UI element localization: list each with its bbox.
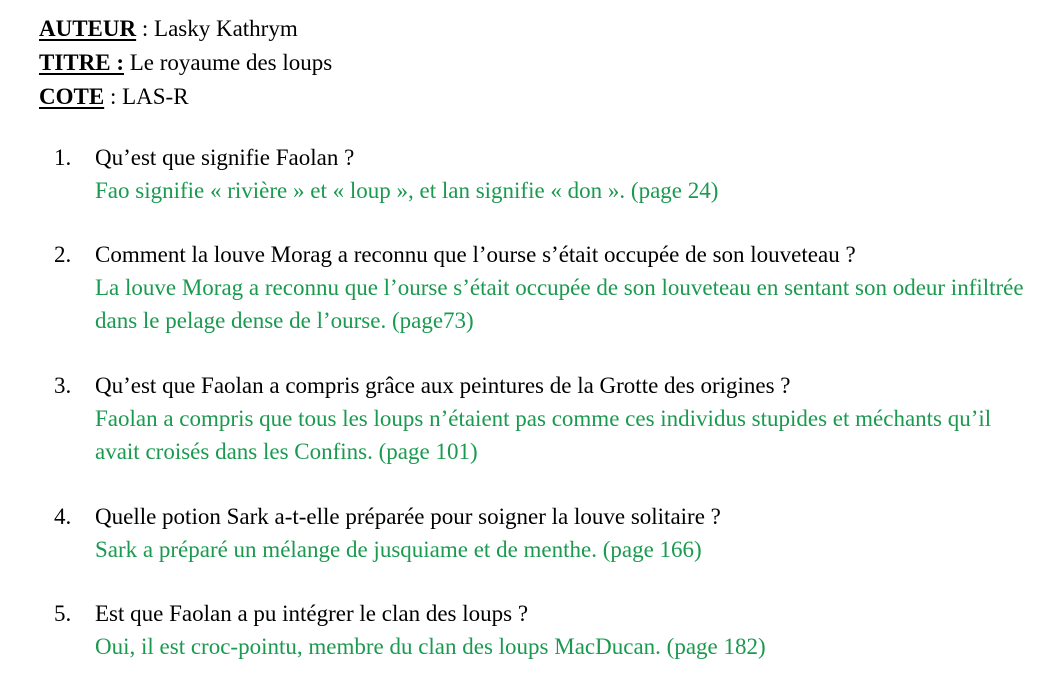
- question-item-1: [54, 141, 1029, 207]
- title-value: Le royaume des loups: [124, 50, 333, 75]
- question-number: 3.: [54, 373, 72, 398]
- question-item-2: [54, 238, 1029, 337]
- cote-line: [39, 80, 332, 114]
- author-line: [39, 12, 332, 46]
- question-item-5: [54, 597, 1029, 663]
- answer-text: Fao signifie « rivière » et « loup », et lan signifie « don ». (page 24): [95, 178, 719, 203]
- author-value: : Lasky Kathrym: [136, 16, 298, 41]
- title-label: TITRE :: [39, 50, 124, 75]
- answer-text: Oui, il est croc-pointu, membre du clan des loups MacDucan. (page 182): [95, 634, 766, 659]
- answer-text: Faolan a compris que tous les loups n’étaient pas comme ces individus stupides et méchants qu’il avait croisés dans les Confins. (page 101): [95, 406, 992, 464]
- question-list: [54, 141, 1029, 695]
- title-line: [39, 46, 332, 80]
- question-text: Est que Faolan a pu intégrer le clan des loups ?: [95, 601, 529, 626]
- answer-text: La louve Morag a reconnu que l’ourse s’était occupée de son louveteau en sentant son odeur infiltrée dans le pelage dense de l’ourse. (page73): [95, 275, 1024, 333]
- question-number: 1.: [54, 145, 72, 170]
- question-text: Qu’est que signifie Faolan ?: [95, 145, 355, 170]
- question-text: Qu’est que Faolan a compris grâce aux peintures de la Grotte des origines ?: [95, 373, 791, 398]
- question-number: 2.: [54, 242, 72, 267]
- question-number: 5.: [54, 601, 72, 626]
- question-text: Comment la louve Morag a reconnu que l’ourse s’était occupée de son louveteau ?: [95, 242, 856, 267]
- document-header: [39, 12, 332, 114]
- cote-value: : LAS-R: [104, 84, 189, 109]
- question-text: Quelle potion Sark a-t-elle préparée pour soigner la louve solitaire ?: [95, 504, 721, 529]
- answer-text: Sark a préparé un mélange de jusquiame et de menthe. (page 166): [95, 537, 702, 562]
- author-label: AUTEUR: [39, 16, 137, 41]
- question-item-3: [54, 369, 1029, 468]
- question-item-4: [54, 500, 1029, 566]
- cote-label: COTE: [39, 84, 105, 109]
- question-number: 4.: [54, 504, 72, 529]
